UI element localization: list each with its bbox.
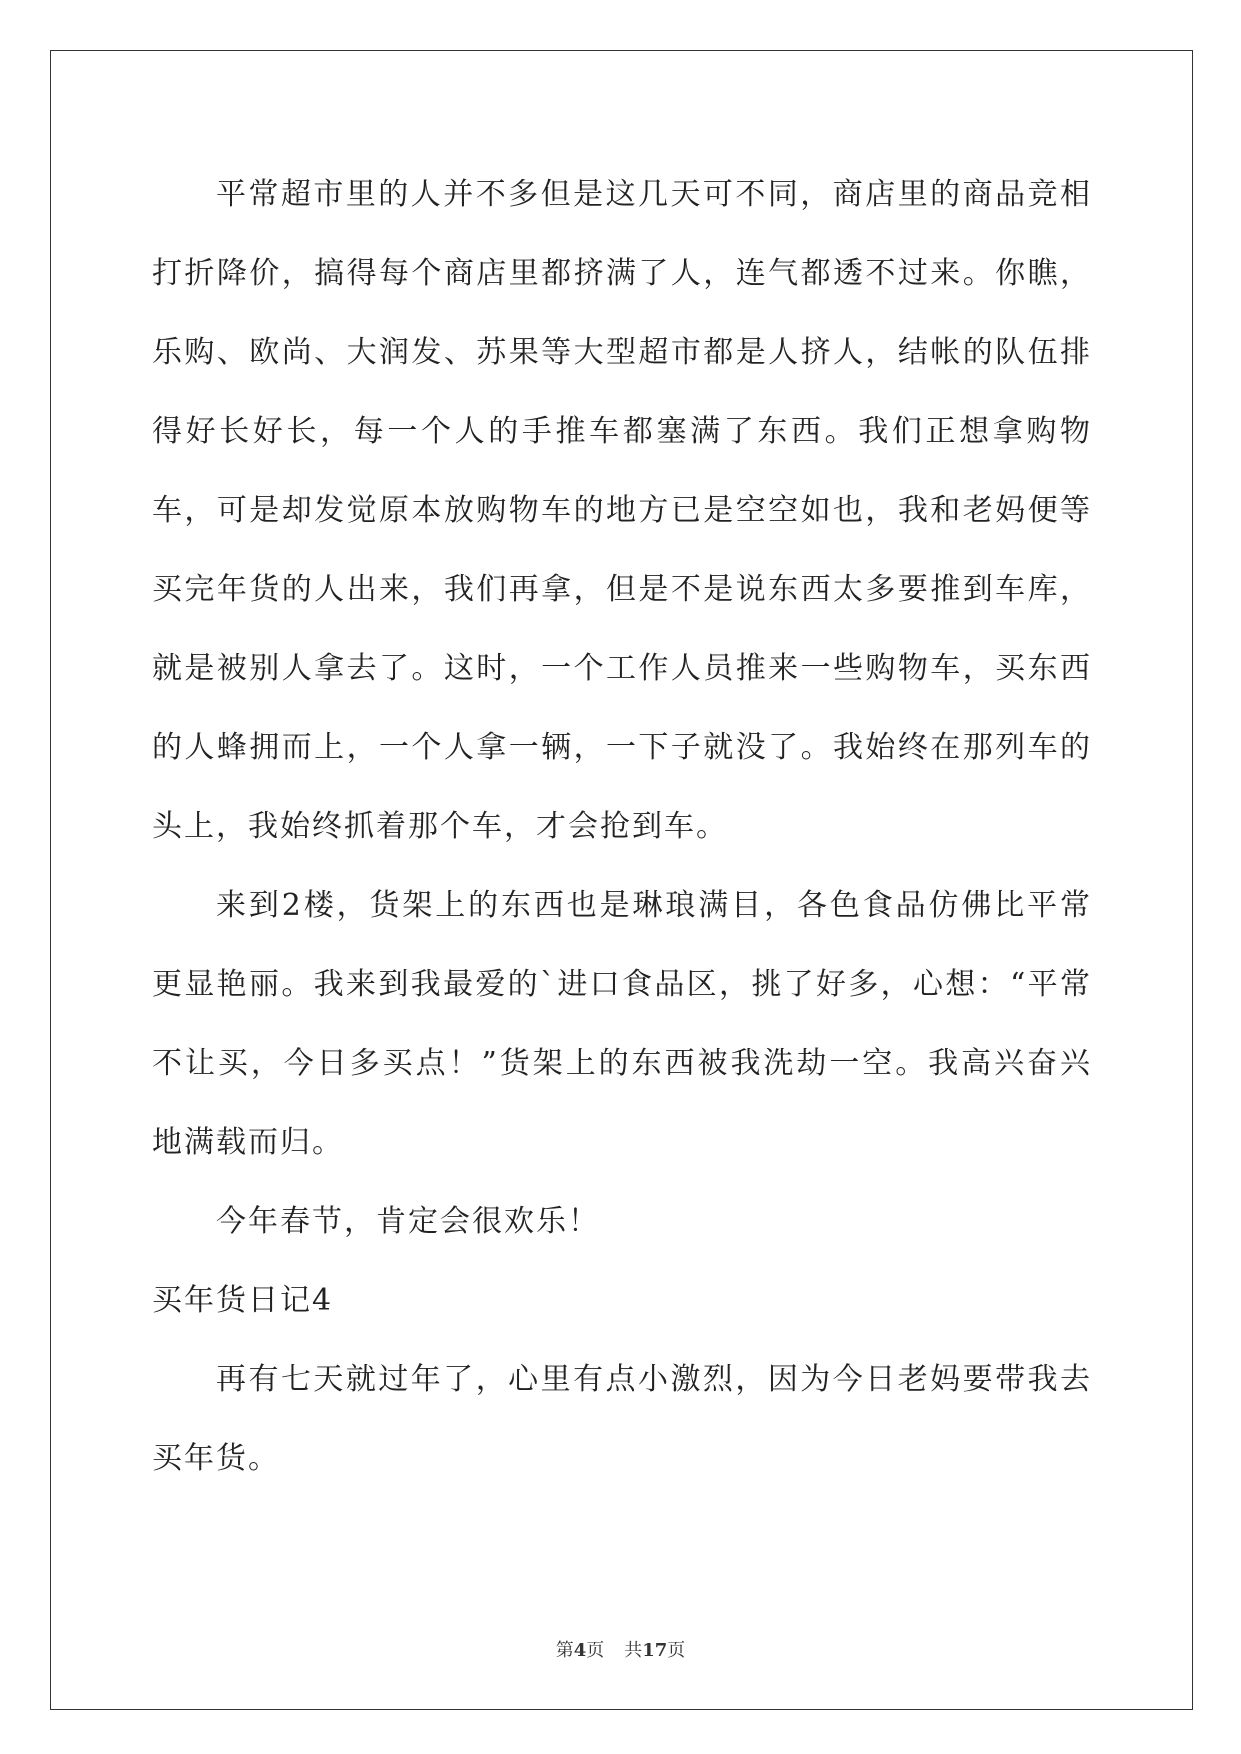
paragraph-1: 平常超市里的人并不多但是这几天可不同，商店里的商品竞相打折降价，搞得每个商店里都挤满了人，连气都透不过来。你瞧，乐购、欧尚、大润发、苏果等大型超市都是人挤人，结帐的队伍排得好长好长，每一个人的手推车都塞满了东西。我们正想拿购物车，可是却发觉原本放购物车的地方已是空空如也，我和老妈便等买完年货的人出来，我们再拿，但是不是说东西太多要推到车库，就是被别人拿去了。这时，一个工作人员推来一些购物车，买东西的人蜂拥而上，一个人拿一辆，一下子就没了。我始终在那列车的头上，我始终抓着那个车，才会抢到车。 xyxy=(152,177,1092,844)
paragraph-4: 再有七天就过年了，心里有点小激烈，因为今日老妈要带我去买年货。 xyxy=(152,1362,1092,1476)
footer-prefix: 第 xyxy=(555,1640,574,1661)
footer-page-suffix: 页 xyxy=(586,1640,605,1661)
document-body xyxy=(152,155,1092,1498)
footer-total-suffix: 页 xyxy=(667,1640,686,1661)
footer-total-pages: 17 xyxy=(642,1640,668,1661)
page-footer xyxy=(0,1636,1241,1662)
paragraph-3: 今年春节，肯定会很欢乐！ xyxy=(216,1204,600,1239)
paragraph-2: 来到2楼，货架上的东西也是琳琅满目，各色食品仿佛比平常更显艳丽。我来到我最爱的`进口食品区，挑了好多，心想：“平常不让买，今日多买点！”货架上的东西被我洗劫一空。我高兴奋兴地满载而归。 xyxy=(152,888,1092,1160)
footer-page-number: 4 xyxy=(573,1640,587,1661)
footer-total-prefix: 共 xyxy=(624,1640,643,1661)
section-heading: 买年货日记4 xyxy=(152,1283,334,1318)
